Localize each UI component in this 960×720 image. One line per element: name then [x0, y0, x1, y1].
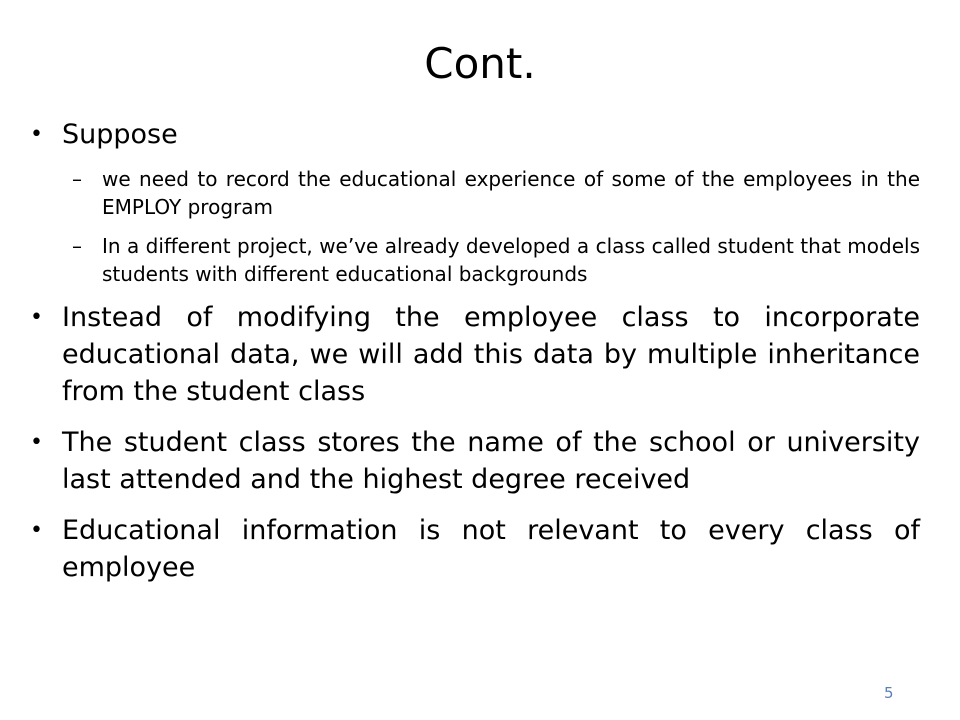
sub-bullet-item — [30, 232, 920, 288]
bullet-item-instead — [30, 299, 920, 410]
bullet-text: Educational information is not relevant to every class of employee — [62, 515, 920, 583]
bullet-icon: • — [30, 430, 43, 455]
bullet-text: Suppose — [62, 119, 178, 150]
slide-content — [30, 116, 920, 600]
slide-title: Cont. — [424, 39, 536, 88]
bullet-text: Instead of modifying the employee class to incorporate educational data, we will add this data by multiple inheritance from the student class — [62, 302, 920, 407]
bullet-text: The student class stores the name of the school or university last attended and the highest degree received — [62, 427, 920, 495]
sub-bullet-item — [30, 165, 920, 221]
bullet-icon: • — [30, 122, 43, 147]
dash-icon: – — [72, 234, 82, 258]
bullet-item-student-class — [30, 424, 920, 498]
bullet-icon: • — [30, 305, 43, 330]
bullet-item-educational-info — [30, 512, 920, 586]
page-number: 5 — [884, 684, 894, 702]
bullet-item-suppose — [30, 116, 920, 153]
dash-icon: – — [72, 167, 82, 191]
sub-bullet-text: we need to record the educational experience of some of the employees in the EMPLOY program — [102, 167, 920, 219]
bullet-icon: • — [30, 518, 43, 543]
sub-bullet-text: In a different project, we’ve already developed a class called student that models students with different educational backgrounds — [102, 234, 920, 286]
